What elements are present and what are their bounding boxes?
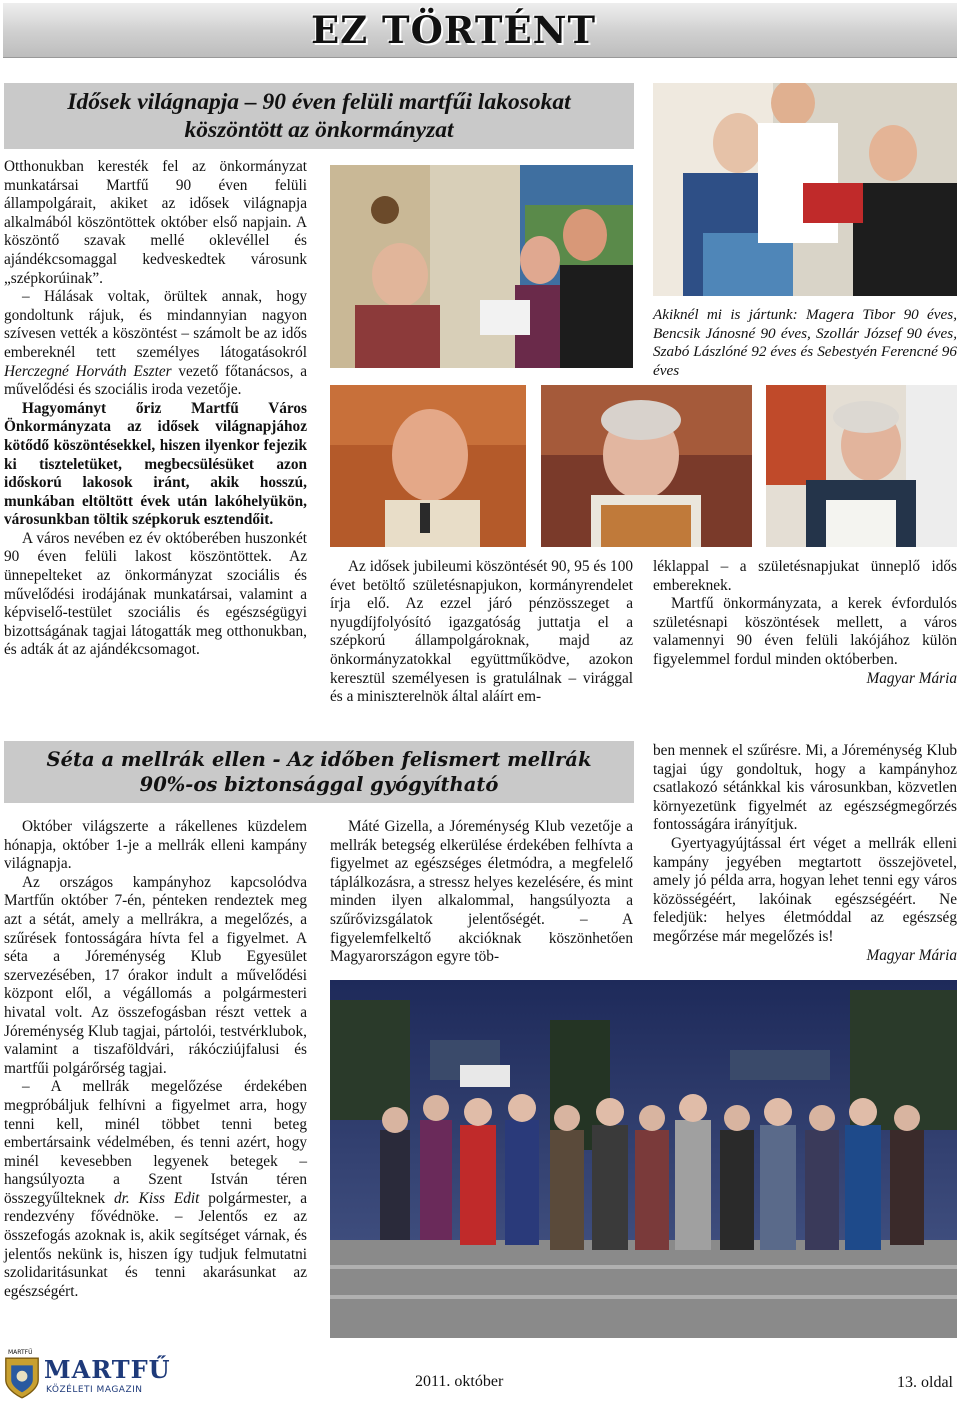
town-crest-icon: [4, 1356, 40, 1400]
article2-author: Magyar Mária: [866, 946, 957, 964]
article1-bold-paragraph: Hagyományt őriz Martfű Város Önkormányzata az idősek világnapjához kötődő köszöntésekkel, hiszen ilyenkor fejezik ki tiszteletüket, megbecsülésüket azon időskorú lakosok iránt, akik hosszú, munkában eltöltött évek után lakóhelyükön, városunkban töltik szépkoruk esztendőit.: [4, 399, 307, 529]
article2-paragraph: ben mennek el szűrésre. Mi, a Jóreménység Klub tagjai úgy gondoltuk, hogy a kampányhoz csatlakozó sétánkkal kis városunkban, közvetlen környezetünk figyelmét az egészségmegőrzés fontosságára irányítjuk.: [653, 742, 957, 834]
photo-woman-visited: [653, 83, 957, 296]
text-run: polgármester, a rendezvény fővédnöke. – Jelentős ez az összefogás azoknak is, akik segítséget várnak, és jelentős nekünk is, hiszen így tudjuk felmutatni szolidaritásunkat és tenni akarásunkat az egészségért.: [4, 1189, 307, 1300]
text-run: vezető főtanácsos, a művelődési és szociális iroda vezetője.: [4, 362, 307, 399]
article2-paragraph: Október világszerte a rákellenes küzdelem hónapja, október 1-je a mellrák elleni kampány világnapja.: [4, 818, 307, 873]
article1-title-line1: Idősek világnapja – 90 éven felüli martfűi lakosokat: [67, 89, 571, 115]
photo-man-with-visitors: [330, 165, 633, 368]
photo-woman-in-bed: [766, 385, 957, 547]
article1-column3: [653, 558, 957, 688]
article1-paragraph: Otthonukban keresték fel az önkormányzat munkatársai Martfű 90 éven felüli állampolgárait, akiket az idősek világnapja alkalmából köszöntöttek október első napjain. A köszöntő szavak mellé oklevéllel és ajándékcsomaggal kedveskedtek városunk „szépkorúinak”.: [4, 158, 307, 287]
issue-date: 2011. október: [415, 1373, 504, 1390]
photo-man-portrait: [330, 385, 526, 547]
article2-paragraph: Az országos kampányhoz kapcsolódva Martfűn október 7-én, pénteken rendeztek meg azt a sétát, amely a mellrákra, a megelőzés, a szűrések fontosságára hívta fel a figyelmet. A séta a Jóreménység Klub Egyesület szervezésében, 17 órakor indult a művelődési központ elől, a végállomás a polgármesteri hivatal volt. Az összefogásban részt vettek a Jóreménység Klub tagjai, pártolói, testvérklubok, valamint a tiszaföldvári, rákócziújfalusi és martfűi polgárőrség tagjai.: [4, 873, 307, 1077]
logo-name: MARTFŰ: [44, 1355, 171, 1384]
article1-paragraph: Az idősek jubileumi köszöntését 90, 95 és 100 évet betöltő születésnapjukon, kormányrendelet írja elő. Az ezzel járó pénzösszeget a nyugdíjfolyósító igazgatóság juttatja el a szépkorú állampolgároknak, majd az önkormányzatokkal együttműködve, azokon keresztül személyesen is gratulálnak – virággal és a miniszterelnök által aláírt em-: [330, 558, 633, 706]
photo-caption: Akiknél mi is jártunk: Magera Tibor 90 éves, Bencsik Jánosné 90 éves, Szollár József 90 éves, Szabó Lászlóné 92 éves és Sebestyén Ferencné 96 éves: [653, 306, 957, 379]
article2-column2: [330, 818, 633, 967]
logo-subtitle: KÖZÉLETI MAGAZIN: [46, 1385, 143, 1395]
article2-paragraph: [4, 1078, 307, 1301]
article1-paragraph: A város nevében ez év októberében huszonkét 90 éven felüli lakost köszöntöttek. Az ünnepelteket az önkormányzat szociális és művelődési irodájának munkatársai, valamint a képviselő-testület szociális és egészségügyi bizottságának tagjai látogatták meg otthonukban, és adták át az ajándékcsomagot.: [4, 529, 307, 659]
article2-paragraph: Máté Gizella, a Jóreménység Klub vezetője a mellrák betegség elkerülése érdekében felhívta a figyelmet az egészséges életmódra, a megfelelő táplálkozásra, a stressz helyes kezelésére, és mint minden ilyen alkalommal, hangsúlyozta a szűrővizsgálatok jelentőségét. – A figyelemfelkeltő akcióknak köszönhetően Magyarországon egyre töb-: [330, 818, 633, 966]
article2-paragraph: Gyertyagyújtással ért véget a mellrák elleni kampány jegyében megtartott összejövetel, amely jó példa arra, hogyan lehet tenni egy város közösségéért, lakóinak egészségéért. Ne feledjük: helyes életmóddal az egészség megőrzése már megelőzés is!: [653, 834, 957, 945]
magazine-logo: [4, 1349, 171, 1402]
photo-woman-portrait: [541, 385, 752, 547]
article1-column1: [4, 158, 307, 660]
text-run: – A mellrák megelőzése érdekében megpróbáljuk felhívni a figyelmet arra, hogy tenni kell, minél többet tenni beteg embertársaink védelmében, és tenni azért, hogy minél kevesebben legyenek betegek – hangsúlyozta a Szent István téren összegyűlteknek: [4, 1078, 307, 1207]
person-name: Herczegné Horváth Eszter: [4, 362, 172, 380]
article1-title: [4, 83, 634, 149]
article2-column3: [653, 742, 957, 965]
section-label: EZ TÖRTÉNT: [310, 8, 596, 52]
article1-paragraph: [4, 288, 307, 400]
article1-paragraph: Martfű önkormányzata, a kerek évfordulós születésnapi köszöntések mellett, a város valamennyi 90 éven felüli lakójához külön figyelemmel fordul minden októberben.: [653, 595, 957, 668]
page-number: 13. oldal: [897, 1374, 953, 1391]
photo-walk-crowd: [330, 980, 957, 1338]
article1-title-line2: köszöntött az önkormányzat: [184, 117, 454, 143]
article2-title-line1: Séta a mellrák ellen - Az időben felismert mellrák: [46, 748, 592, 771]
article2-title-line2: 90%-os biztonsággal gyógyítható: [139, 773, 499, 796]
article1-paragraph: léklappal – a születésnapjukat ünneplő idős embereknek.: [653, 558, 957, 594]
logo-small-text: MARTFŰ: [8, 1349, 33, 1356]
article2-column1: [4, 818, 307, 1301]
article1-author: Magyar Mária: [866, 669, 957, 687]
text-run: – Hálásak voltak, örültek annak, hogy gondoltunk rájuk, és mindannyian nagyon szívesen vették a köszöntést – számolt be az idős embereknél tett személyes látogatásokról: [4, 288, 307, 361]
person-name: dr. Kiss Edit: [114, 1189, 200, 1207]
article2-title: [4, 741, 634, 803]
article1-column2: [330, 558, 633, 707]
